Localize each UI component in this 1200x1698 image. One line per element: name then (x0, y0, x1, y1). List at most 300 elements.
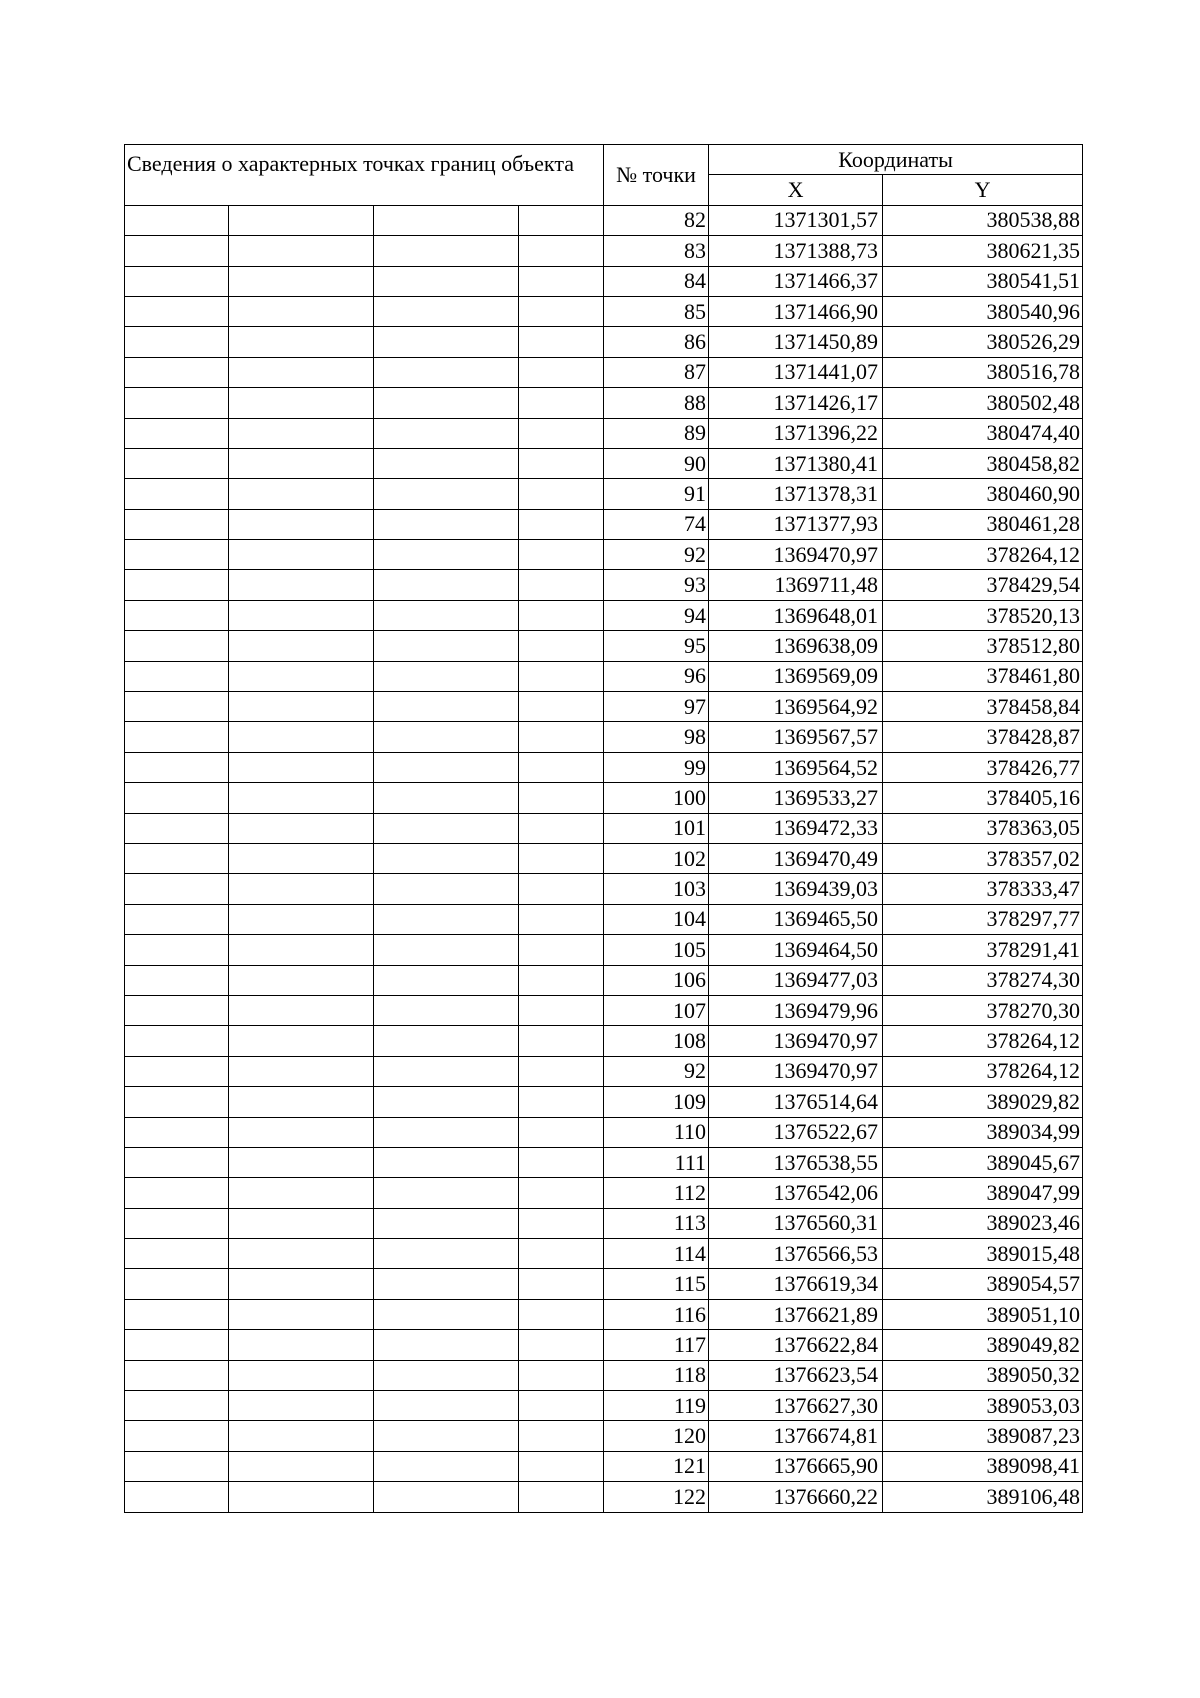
y-column-header: Y (883, 175, 1083, 205)
x-coordinate-cell: 1376621,89 (709, 1299, 883, 1329)
empty-cell (374, 1147, 519, 1177)
empty-cell (374, 266, 519, 296)
empty-cell (229, 692, 374, 722)
empty-cell (519, 1056, 604, 1086)
empty-cell (229, 1026, 374, 1056)
empty-cell (519, 1360, 604, 1390)
table-row (125, 1482, 1083, 1512)
table-row (125, 843, 1083, 873)
point-number-cell: 113 (604, 1208, 709, 1238)
empty-cell (125, 692, 229, 722)
point-number-cell: 92 (604, 1056, 709, 1086)
empty-cell (229, 1208, 374, 1238)
empty-cell (229, 540, 374, 570)
empty-cell (125, 1451, 229, 1481)
empty-cell (125, 1360, 229, 1390)
table-row (125, 661, 1083, 691)
y-coordinate-cell: 378264,12 (883, 540, 1083, 570)
coordinates-header: Координаты (709, 145, 1083, 175)
empty-cell (374, 1482, 519, 1512)
empty-cell (519, 1451, 604, 1481)
empty-cell (519, 600, 604, 630)
empty-cell (125, 722, 229, 752)
empty-cell (125, 236, 229, 266)
y-coordinate-cell: 380526,29 (883, 327, 1083, 357)
empty-cell (519, 631, 604, 661)
empty-cell (374, 1269, 519, 1299)
point-number-cell: 89 (604, 418, 709, 448)
y-coordinate-cell: 389029,82 (883, 1087, 1083, 1117)
empty-cell (125, 1299, 229, 1329)
table-row (125, 1178, 1083, 1208)
x-coordinate-cell: 1371377,93 (709, 509, 883, 539)
table-row (125, 266, 1083, 296)
empty-cell (519, 357, 604, 387)
point-number-header: № точки (604, 145, 709, 206)
empty-cell (374, 631, 519, 661)
table-row (125, 783, 1083, 813)
empty-cell (229, 327, 374, 357)
empty-cell (374, 722, 519, 752)
y-coordinate-cell: 389047,99 (883, 1178, 1083, 1208)
empty-cell (125, 1330, 229, 1360)
empty-cell (519, 1239, 604, 1269)
y-coordinate-cell: 378291,41 (883, 935, 1083, 965)
empty-cell (229, 1056, 374, 1086)
empty-cell (125, 783, 229, 813)
empty-cell (229, 722, 374, 752)
point-number-cell: 117 (604, 1330, 709, 1360)
empty-cell (519, 327, 604, 357)
table-body (125, 205, 1083, 1512)
table-row (125, 1117, 1083, 1147)
empty-cell (374, 540, 519, 570)
empty-cell (125, 752, 229, 782)
empty-cell (519, 1026, 604, 1056)
x-coordinate-cell: 1371466,37 (709, 266, 883, 296)
y-coordinate-cell: 389049,82 (883, 1330, 1083, 1360)
empty-cell (125, 935, 229, 965)
table-row (125, 570, 1083, 600)
empty-cell (229, 1117, 374, 1147)
y-coordinate-cell: 378264,12 (883, 1026, 1083, 1056)
empty-cell (374, 388, 519, 418)
x-coordinate-cell: 1369470,97 (709, 1026, 883, 1056)
x-coordinate-cell: 1371426,17 (709, 388, 883, 418)
empty-cell (125, 1421, 229, 1451)
empty-cell (374, 935, 519, 965)
x-coordinate-cell: 1376665,90 (709, 1451, 883, 1481)
x-coordinate-cell: 1369648,01 (709, 600, 883, 630)
table-row (125, 509, 1083, 539)
y-coordinate-cell: 378297,77 (883, 904, 1083, 934)
point-number-cell: 119 (604, 1391, 709, 1421)
empty-cell (125, 1391, 229, 1421)
y-coordinate-cell: 378405,16 (883, 783, 1083, 813)
empty-cell (374, 965, 519, 995)
point-number-cell: 118 (604, 1360, 709, 1390)
point-number-cell: 110 (604, 1117, 709, 1147)
x-coordinate-cell: 1371466,90 (709, 296, 883, 326)
x-coordinate-cell: 1369439,03 (709, 874, 883, 904)
y-coordinate-cell: 378333,47 (883, 874, 1083, 904)
empty-cell (229, 813, 374, 843)
empty-cell (125, 357, 229, 387)
y-coordinate-cell: 380538,88 (883, 205, 1083, 235)
empty-cell (519, 692, 604, 722)
x-coordinate-cell: 1369638,09 (709, 631, 883, 661)
empty-cell (519, 843, 604, 873)
empty-cell (374, 661, 519, 691)
point-number-cell: 107 (604, 995, 709, 1025)
point-number-cell: 102 (604, 843, 709, 873)
table-row (125, 327, 1083, 357)
empty-cell (519, 388, 604, 418)
table-row (125, 236, 1083, 266)
empty-cell (125, 1269, 229, 1299)
table-row (125, 205, 1083, 235)
empty-cell (229, 1330, 374, 1360)
empty-cell (229, 1087, 374, 1117)
empty-cell (125, 388, 229, 418)
empty-cell (229, 296, 374, 326)
table-row (125, 1451, 1083, 1481)
empty-cell (125, 327, 229, 357)
table-row (125, 1208, 1083, 1238)
empty-cell (229, 1147, 374, 1177)
empty-cell (229, 1451, 374, 1481)
point-number-cell: 104 (604, 904, 709, 934)
empty-cell (374, 843, 519, 873)
table-row (125, 752, 1083, 782)
table-row (125, 1360, 1083, 1390)
table-row (125, 479, 1083, 509)
point-number-cell: 96 (604, 661, 709, 691)
empty-cell (125, 843, 229, 873)
empty-cell (374, 692, 519, 722)
point-number-cell: 82 (604, 205, 709, 235)
point-number-cell: 86 (604, 327, 709, 357)
point-number-cell: 101 (604, 813, 709, 843)
empty-cell (374, 1208, 519, 1238)
empty-cell (519, 1117, 604, 1147)
point-number-cell: 109 (604, 1087, 709, 1117)
x-coordinate-cell: 1376538,55 (709, 1147, 883, 1177)
table-row (125, 448, 1083, 478)
point-number-cell: 108 (604, 1026, 709, 1056)
x-coordinate-cell: 1376623,54 (709, 1360, 883, 1390)
x-coordinate-cell: 1376622,84 (709, 1330, 883, 1360)
table-row (125, 813, 1083, 843)
empty-cell (374, 1299, 519, 1329)
empty-cell (229, 1391, 374, 1421)
y-coordinate-cell: 378512,80 (883, 631, 1083, 661)
empty-cell (125, 813, 229, 843)
x-coordinate-cell: 1376660,22 (709, 1482, 883, 1512)
empty-cell (229, 631, 374, 661)
empty-cell (125, 479, 229, 509)
empty-cell (374, 327, 519, 357)
x-coordinate-cell: 1369533,27 (709, 783, 883, 813)
x-coordinate-cell: 1376522,67 (709, 1117, 883, 1147)
x-coordinate-cell: 1376674,81 (709, 1421, 883, 1451)
empty-cell (125, 418, 229, 448)
empty-cell (229, 479, 374, 509)
empty-cell (374, 1056, 519, 1086)
empty-cell (229, 995, 374, 1025)
empty-cell (519, 1147, 604, 1177)
empty-cell (229, 448, 374, 478)
y-coordinate-cell: 380516,78 (883, 357, 1083, 387)
table-row (125, 1421, 1083, 1451)
empty-cell (374, 509, 519, 539)
x-coordinate-cell: 1369567,57 (709, 722, 883, 752)
x-coordinate-cell: 1369569,09 (709, 661, 883, 691)
point-number-cell: 90 (604, 448, 709, 478)
empty-cell (519, 1421, 604, 1451)
empty-cell (229, 1239, 374, 1269)
x-coordinate-cell: 1369564,92 (709, 692, 883, 722)
table-row (125, 1087, 1083, 1117)
table-row (125, 1026, 1083, 1056)
empty-cell (374, 236, 519, 266)
empty-cell (519, 722, 604, 752)
point-number-cell: 83 (604, 236, 709, 266)
empty-cell (229, 874, 374, 904)
x-coordinate-cell: 1371378,31 (709, 479, 883, 509)
table-row (125, 904, 1083, 934)
empty-cell (229, 1299, 374, 1329)
empty-cell (374, 1421, 519, 1451)
empty-cell (519, 1391, 604, 1421)
point-number-cell: 92 (604, 540, 709, 570)
empty-cell (229, 357, 374, 387)
point-number-cell: 111 (604, 1147, 709, 1177)
empty-cell (125, 570, 229, 600)
empty-cell (519, 1330, 604, 1360)
y-coordinate-cell: 380540,96 (883, 296, 1083, 326)
empty-cell (125, 965, 229, 995)
x-coordinate-cell: 1369470,49 (709, 843, 883, 873)
point-number-cell: 87 (604, 357, 709, 387)
empty-cell (229, 1421, 374, 1451)
point-number-cell: 106 (604, 965, 709, 995)
point-number-cell: 121 (604, 1451, 709, 1481)
y-coordinate-cell: 389106,48 (883, 1482, 1083, 1512)
empty-cell (519, 448, 604, 478)
y-coordinate-cell: 380461,28 (883, 509, 1083, 539)
point-number-cell: 95 (604, 631, 709, 661)
point-number-cell: 115 (604, 1269, 709, 1299)
empty-cell (374, 448, 519, 478)
empty-cell (374, 1239, 519, 1269)
empty-cell (125, 540, 229, 570)
point-number-cell: 120 (604, 1421, 709, 1451)
x-coordinate-cell: 1376566,53 (709, 1239, 883, 1269)
empty-cell (125, 1026, 229, 1056)
empty-cell (374, 1451, 519, 1481)
empty-cell (519, 995, 604, 1025)
y-coordinate-cell: 389053,03 (883, 1391, 1083, 1421)
y-coordinate-cell: 389045,67 (883, 1147, 1083, 1177)
empty-cell (125, 1147, 229, 1177)
empty-cell (519, 661, 604, 691)
empty-cell (125, 1056, 229, 1086)
table-row (125, 874, 1083, 904)
x-coordinate-cell: 1376627,30 (709, 1391, 883, 1421)
table-row (125, 296, 1083, 326)
header-row-1 (125, 145, 1083, 175)
y-coordinate-cell: 378458,84 (883, 692, 1083, 722)
table-row (125, 1056, 1083, 1086)
x-coordinate-cell: 1371441,07 (709, 357, 883, 387)
point-number-cell: 114 (604, 1239, 709, 1269)
empty-cell (374, 874, 519, 904)
empty-cell (374, 904, 519, 934)
empty-cell (519, 1269, 604, 1299)
x-coordinate-cell: 1371388,73 (709, 236, 883, 266)
empty-cell (229, 935, 374, 965)
empty-cell (125, 205, 229, 235)
table-row (125, 631, 1083, 661)
y-coordinate-cell: 389098,41 (883, 1451, 1083, 1481)
table-row (125, 1330, 1083, 1360)
point-number-cell: 122 (604, 1482, 709, 1512)
empty-cell (519, 965, 604, 995)
empty-cell (519, 1087, 604, 1117)
table-row (125, 1239, 1083, 1269)
y-coordinate-cell: 378363,05 (883, 813, 1083, 843)
empty-cell (519, 266, 604, 296)
x-coordinate-cell: 1369465,50 (709, 904, 883, 934)
x-column-header: X (709, 175, 883, 205)
table-row (125, 1269, 1083, 1299)
table-row (125, 995, 1083, 1025)
y-coordinate-cell: 389023,46 (883, 1208, 1083, 1238)
y-coordinate-cell: 380460,90 (883, 479, 1083, 509)
empty-cell (229, 1269, 374, 1299)
empty-cell (374, 752, 519, 782)
empty-cell (125, 1239, 229, 1269)
empty-cell (125, 661, 229, 691)
empty-cell (519, 783, 604, 813)
empty-cell (374, 783, 519, 813)
empty-cell (519, 418, 604, 448)
table-row (125, 540, 1083, 570)
y-coordinate-cell: 389050,32 (883, 1360, 1083, 1390)
empty-cell (229, 509, 374, 539)
empty-cell (229, 600, 374, 630)
y-coordinate-cell: 378461,80 (883, 661, 1083, 691)
empty-cell (374, 1117, 519, 1147)
empty-cell (229, 904, 374, 934)
empty-cell (374, 1026, 519, 1056)
empty-cell (229, 783, 374, 813)
empty-cell (519, 570, 604, 600)
empty-cell (519, 236, 604, 266)
empty-cell (125, 1208, 229, 1238)
empty-cell (374, 296, 519, 326)
empty-cell (519, 752, 604, 782)
table-row (125, 965, 1083, 995)
y-coordinate-cell: 378357,02 (883, 843, 1083, 873)
y-coordinate-cell: 380474,40 (883, 418, 1083, 448)
y-coordinate-cell: 378426,77 (883, 752, 1083, 782)
y-coordinate-cell: 378270,30 (883, 995, 1083, 1025)
point-number-cell: 100 (604, 783, 709, 813)
empty-cell (374, 813, 519, 843)
x-coordinate-cell: 1369470,97 (709, 1056, 883, 1086)
point-number-cell: 103 (604, 874, 709, 904)
x-coordinate-cell: 1369470,97 (709, 540, 883, 570)
table-row (125, 722, 1083, 752)
point-number-cell: 93 (604, 570, 709, 600)
x-coordinate-cell: 1371301,57 (709, 205, 883, 235)
empty-cell (374, 600, 519, 630)
point-number-cell: 74 (604, 509, 709, 539)
table-row (125, 418, 1083, 448)
table-row (125, 600, 1083, 630)
empty-cell (229, 418, 374, 448)
x-coordinate-cell: 1371396,22 (709, 418, 883, 448)
empty-cell (374, 1087, 519, 1117)
table-row (125, 935, 1083, 965)
x-coordinate-cell: 1369564,52 (709, 752, 883, 782)
empty-cell (125, 874, 229, 904)
empty-cell (374, 418, 519, 448)
x-coordinate-cell: 1376514,64 (709, 1087, 883, 1117)
y-coordinate-cell: 378520,13 (883, 600, 1083, 630)
point-number-cell: 84 (604, 266, 709, 296)
x-coordinate-cell: 1376542,06 (709, 1178, 883, 1208)
empty-cell (125, 995, 229, 1025)
empty-cell (125, 509, 229, 539)
table-row (125, 1391, 1083, 1421)
empty-cell (374, 570, 519, 600)
point-number-cell: 98 (604, 722, 709, 752)
empty-cell (519, 1208, 604, 1238)
y-coordinate-cell: 380541,51 (883, 266, 1083, 296)
empty-cell (374, 1330, 519, 1360)
empty-cell (374, 1178, 519, 1208)
x-coordinate-cell: 1376619,34 (709, 1269, 883, 1299)
point-number-cell: 99 (604, 752, 709, 782)
empty-cell (125, 266, 229, 296)
empty-cell (374, 479, 519, 509)
empty-cell (125, 904, 229, 934)
empty-cell (519, 1178, 604, 1208)
empty-cell (229, 661, 374, 691)
empty-cell (519, 813, 604, 843)
x-coordinate-cell: 1371380,41 (709, 448, 883, 478)
point-number-cell: 94 (604, 600, 709, 630)
y-coordinate-cell: 378428,87 (883, 722, 1083, 752)
y-coordinate-cell: 389051,10 (883, 1299, 1083, 1329)
y-coordinate-cell: 378429,54 (883, 570, 1083, 600)
empty-cell (519, 904, 604, 934)
x-coordinate-cell: 1369472,33 (709, 813, 883, 843)
y-coordinate-cell: 380502,48 (883, 388, 1083, 418)
empty-cell (229, 266, 374, 296)
point-number-cell: 112 (604, 1178, 709, 1208)
empty-cell (519, 935, 604, 965)
table-row (125, 388, 1083, 418)
table-row (125, 1299, 1083, 1329)
table-row (125, 1147, 1083, 1177)
point-number-cell: 91 (604, 479, 709, 509)
empty-cell (519, 874, 604, 904)
empty-cell (229, 1360, 374, 1390)
